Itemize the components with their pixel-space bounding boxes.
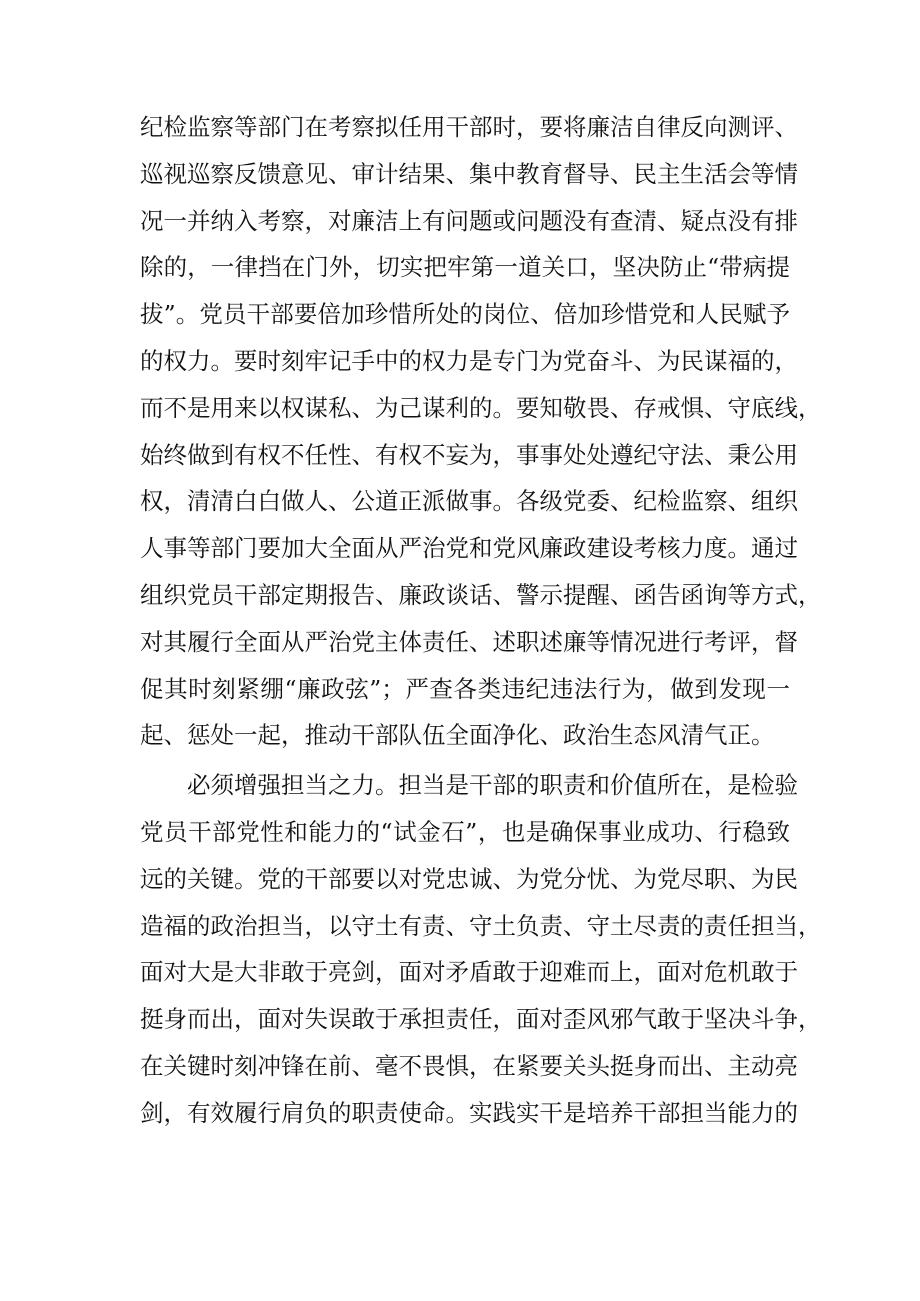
text-line: 剑，有效履行肩负的职责使命。实践实干是培养干部担当能力的 xyxy=(140,1098,798,1127)
text-line: 巡视巡察反馈意见、审计结果、集中教育督导、民主生活会等情 xyxy=(140,159,798,188)
text-line: 组织党员干部定期报告、廉政谈话、警示提醒、函告函询等方式， xyxy=(140,580,822,609)
text-line: 除的，一律挡在门外，切实把牢第一道关口，坚决防止“带病提 xyxy=(140,253,790,282)
text-line: 面对大是大非敢于亮剑，面对矛盾敢于迎难而上，面对危机敢于 xyxy=(140,958,798,987)
text-line: 远的关键。党的干部要以对党忠诚、为党分忧、为党尽职、为民 xyxy=(140,864,798,893)
text-line: 对其履行全面从严治党主体责任、述职述廉等情况进行考评，督 xyxy=(140,627,798,656)
text-line: 在关键时刻冲锋在前、毫不畏惧，在紧要关头挺身而出、主动亮 xyxy=(140,1051,798,1080)
text-line: 人事等部门要加大全面从严治党和党风廉政建设考核力度。通过 xyxy=(140,534,798,563)
text-line: 促其时刻紧绷“廉政弦”；严查各类违纪违法行为，做到发现一 xyxy=(140,674,790,703)
text-line: 挺身而出，面对失误敢于承担责任，面对歪风邪气敢于坚决斗争， xyxy=(140,1005,822,1034)
text-line: 而不是用来以权谋私、为己谋利的。要知敬畏、存戒惧、守底线， xyxy=(140,393,822,422)
text-line: 况一并纳入考察，对廉洁上有问题或问题没有查清、疑点没有排 xyxy=(140,206,798,235)
text-line: 的权力。要时刻牢记手中的权力是专门为党奋斗、为民谋福的， xyxy=(140,346,798,375)
text-line: 拔”。党员干部要倍加珍惜所处的岗位、倍加珍惜党和人民赋予 xyxy=(140,300,790,329)
paragraph-2 xyxy=(140,762,822,1136)
text-line: 起、惩处一起，推动干部队伍全面净化、政治生态风清气正。 xyxy=(140,721,775,750)
text-line: 权，清清白白做人、公道正派做事。各级党委、纪检监察、组织 xyxy=(140,487,798,516)
paragraph-1 xyxy=(140,104,822,759)
text-line: 始终做到有权不任性、有权不妄为，事事处处遵纪守法、秉公用 xyxy=(140,440,798,469)
text-line: 纪检监察等部门在考察拟任用干部时，要将廉洁自律反向测评、 xyxy=(140,113,798,141)
body-text xyxy=(140,104,822,1137)
text-line: 造福的政治担当，以守土有责、守土负责、守土尽责的责任担当， xyxy=(140,911,822,940)
text-line: 必须增强担当之力。担当是干部的职责和价值所在，是检验 xyxy=(187,771,798,800)
text-line: 党员干部党性和能力的“试金石”，也是确保事业成功、行稳致 xyxy=(140,817,790,846)
